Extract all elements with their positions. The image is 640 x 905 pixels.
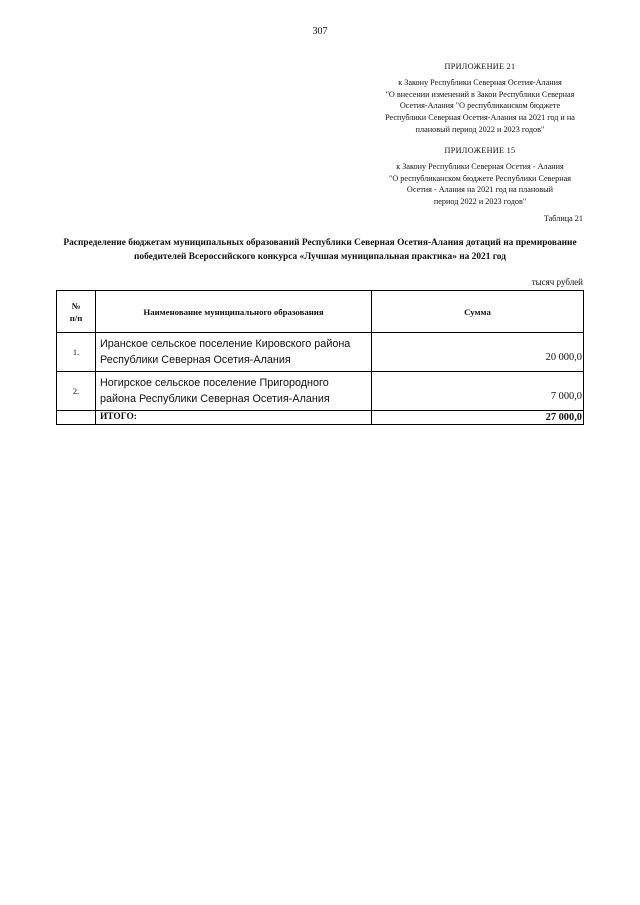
appendix-21-line: плановый период 2022 и 2023 годов" [415,124,545,134]
header-number-cell [57,291,96,333]
appendix-15-line: к Закону Республики Северная Осетия - Алания [396,161,564,171]
appendix-15-block [360,145,600,208]
row-sum: 20 000,0 [372,333,584,372]
table-row [57,372,584,411]
header-number-abbr: п/п [69,312,83,323]
header-number-symbol: № [71,300,81,311]
row-number: 1. [57,333,96,372]
total-label: ИТОГО: [96,411,372,425]
total-sum: 27 000,0 [372,411,584,425]
header-name: Наименование муниципального образования [96,291,372,333]
appendix-21-line: "О внесении изменений в Закон Республики Северная [385,89,575,99]
allocation-table [56,290,584,425]
appendix-15-line: Осетия - Алания на 2021 год на плановый [406,185,554,195]
appendix-15-line: "О республиканском бюджете Республики Северная [388,173,571,183]
appendix-21-line: Республики Северная Осетия-Алания на 2021 год и на [385,113,575,123]
document-title: Распределение бюджетам муниципальных образований Республики Северная Осетия-Алания дотаций на премирование победителей Всероссийского конкурса «Лучшая муниципальная практика» на 2021 год [63,238,577,262]
appendix-15-heading: ПРИЛОЖЕНИЕ 15 [444,146,516,155]
appendix-15-line: период 2022 и 2023 годов" [433,197,527,207]
table-number: Таблица 21 [543,214,583,223]
row-name: Ногирское сельское поселение Пригородного района Республики Северная Осетия-Алания [96,372,372,411]
row-number: 2. [57,372,96,411]
table-header-row [57,291,584,333]
appendix-21-block [360,61,600,136]
table-row [57,333,584,372]
page-number: 307 [312,26,328,37]
header-sum: Сумма [372,291,584,333]
appendix-21-line: Осетия-Алания "О республиканском бюджете [399,101,561,111]
appendix-21-heading: ПРИЛОЖЕНИЕ 21 [444,62,516,71]
appendix-21-line: к Закону Республики Северная Осетия-Алания [398,77,562,87]
units-label: тысяч рублей [531,277,583,287]
total-row [57,411,584,425]
row-sum: 7 000,0 [372,372,584,411]
total-number [57,411,96,425]
row-name: Иранское сельское поселение Кировского района Республики Северная Осетия-Алания [96,333,372,372]
